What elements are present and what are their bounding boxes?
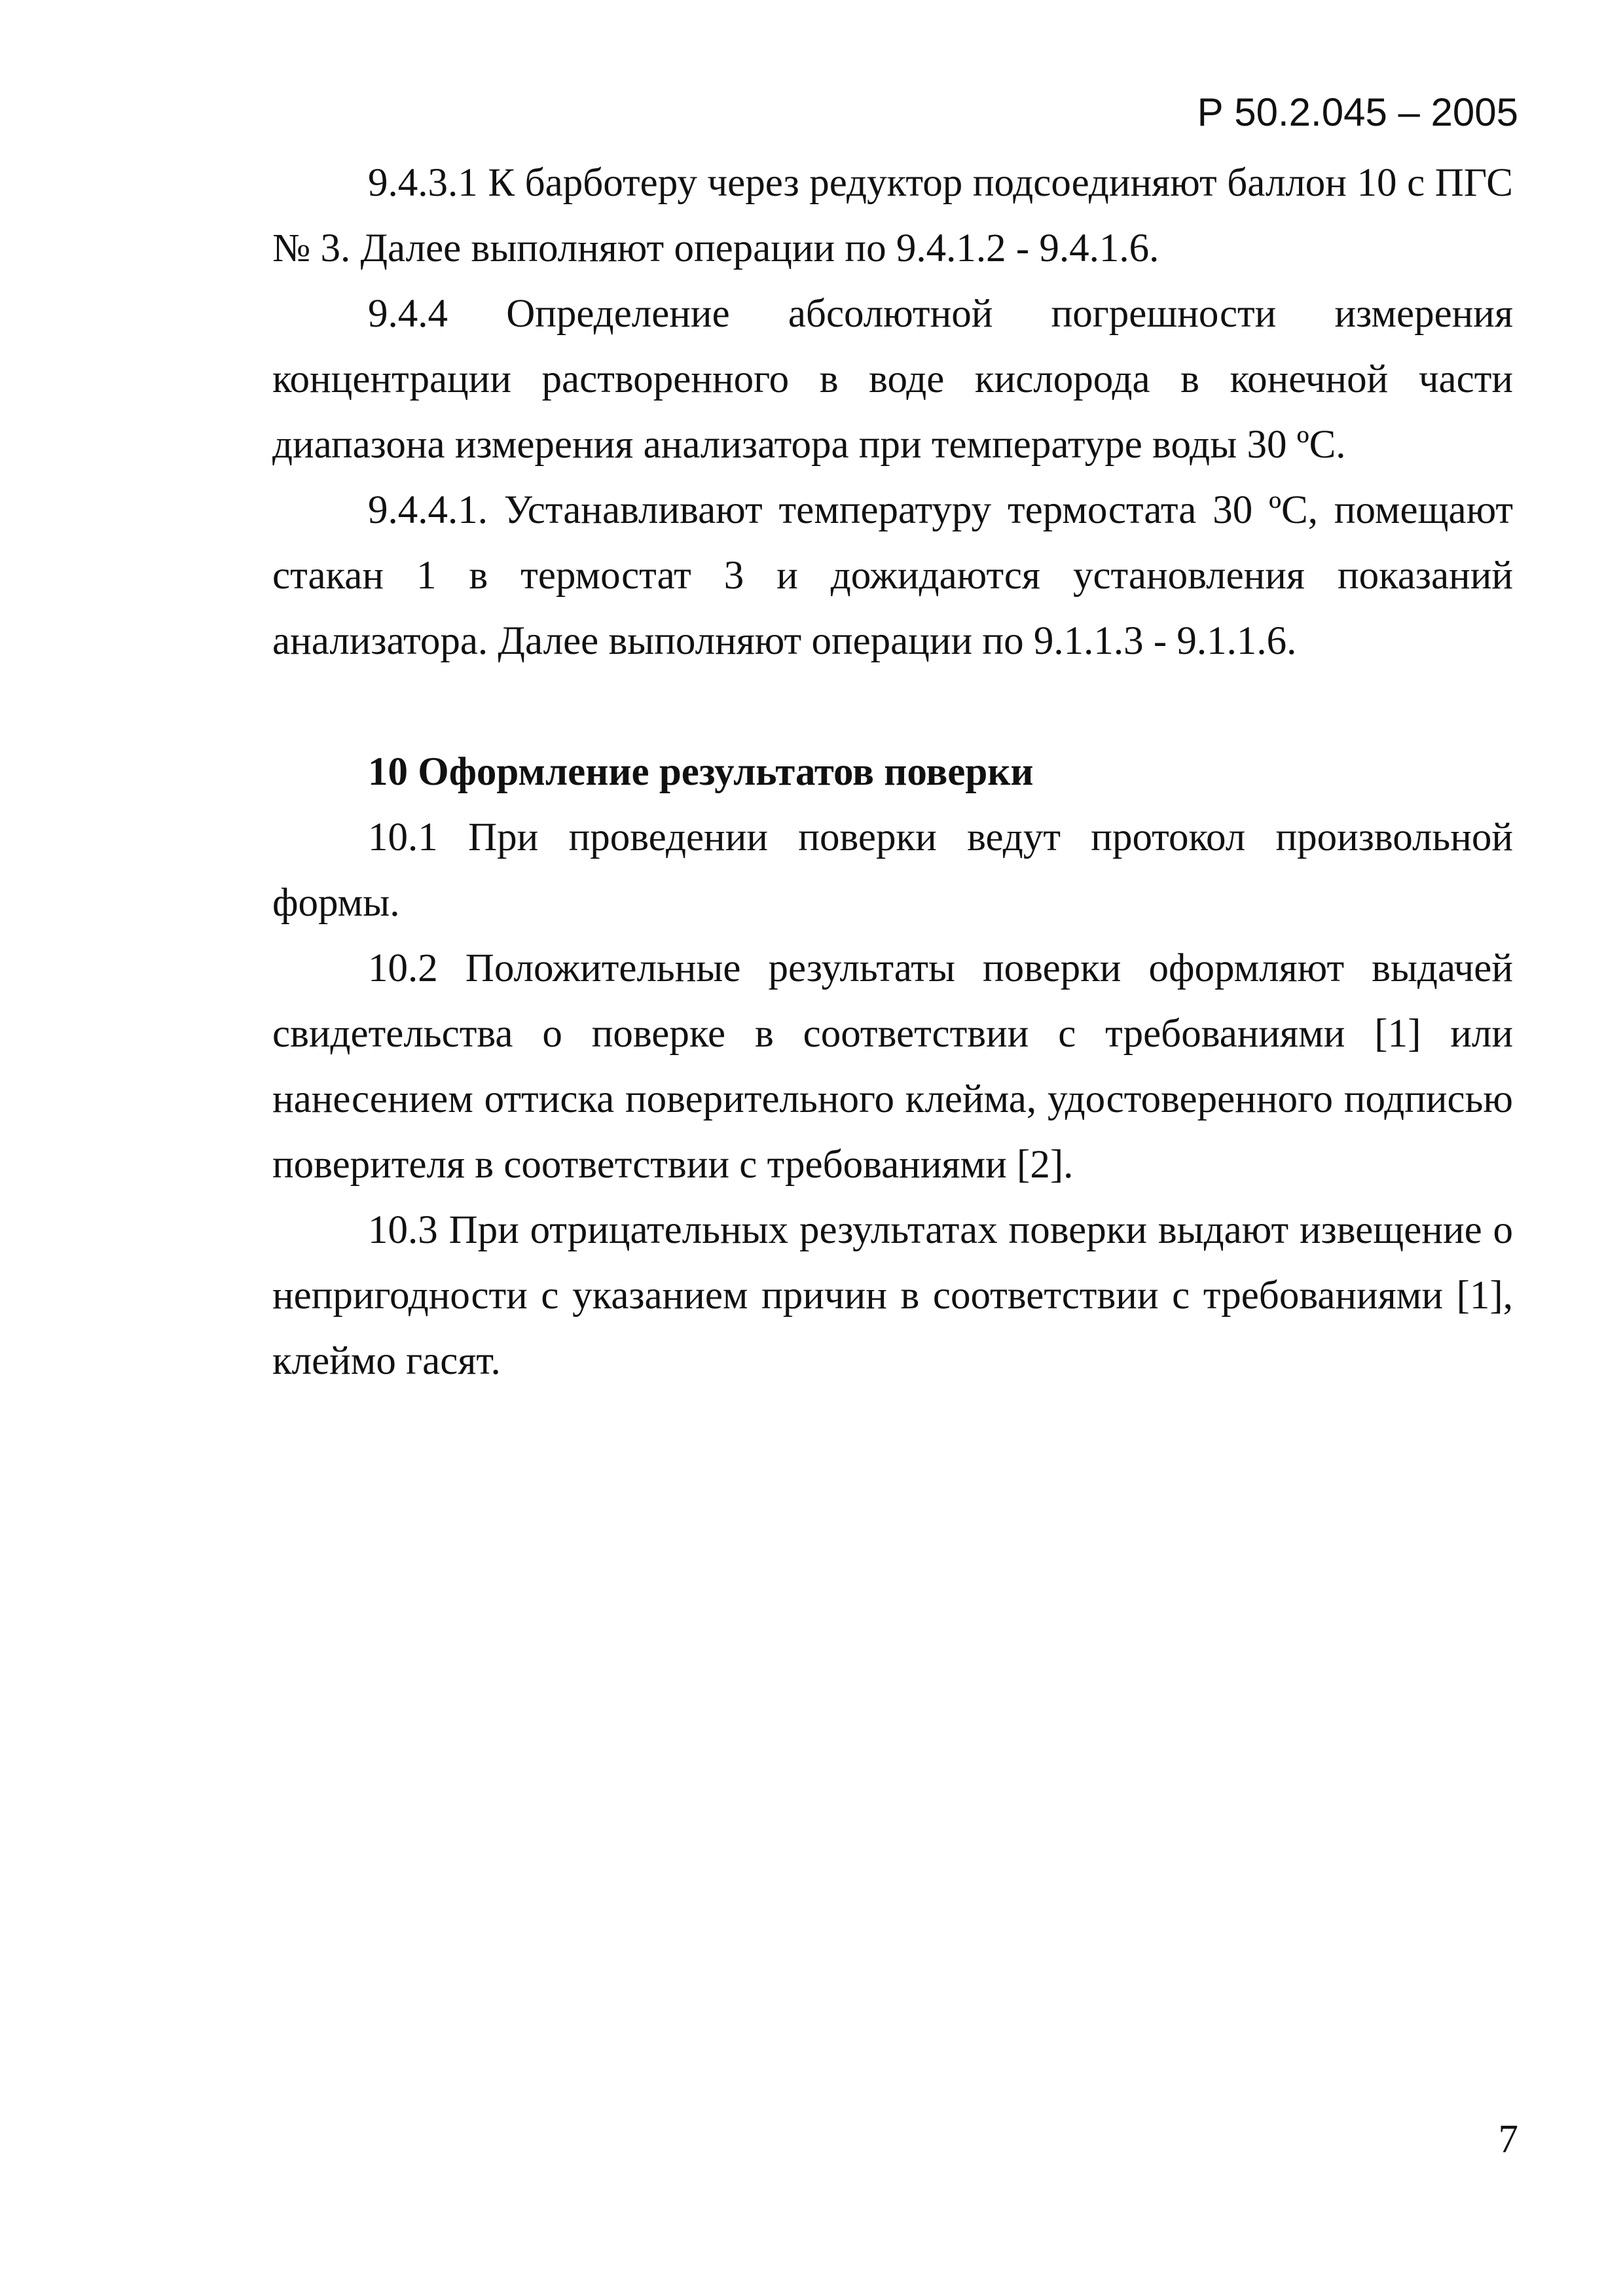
section-heading-10: 10 Оформление результатов поверки [368,750,1034,794]
document-body [272,151,1513,1394]
paragraph-10-3: 10.3 При отрицательных результатах поверки выдают извещение о непригодности с указанием причин в соответствии с требованиями [1], клеймо гасят. [272,1208,1513,1383]
page-number: 7 [1498,2117,1518,2161]
paragraph-10-2: 10.2 Положительные результаты поверки оформляют выдачей свидетельства о поверке в соответствии с требованиями [1] или нанесением оттиска поверительного клейма, удостоверенного подписью поверителя в соответствии с требованиями [2]. [272,946,1513,1187]
paragraph-10-1: 10.1 При проведении поверки ведут протокол произвольной формы. [272,816,1513,925]
paragraph-9-4-4: 9.4.4 Определение абсолютной погрешности измерения концентрации растворенного в воде кислорода в конечной части диапазона измерения анализатора при температуре воды 30 ºС. [272,292,1513,467]
paragraph-9-4-3-1: 9.4.3.1 К барботеру через редуктор подсоединяют баллон 10 с ПГС № 3. Далее выполняют операции по 9.4.1.2 - 9.4.1.6. [272,161,1513,270]
paragraph-9-4-4-1: 9.4.4.1. Устанавливают температуру термостата 30 ºС, помещают стакан 1 в термостат 3 и дожидаются установления показаний анализатора. Далее выполняют операции по 9.1.1.3 - 9.1.1.6. [272,488,1513,663]
document-code: Р 50.2.045 – 2005 [1197,90,1518,134]
